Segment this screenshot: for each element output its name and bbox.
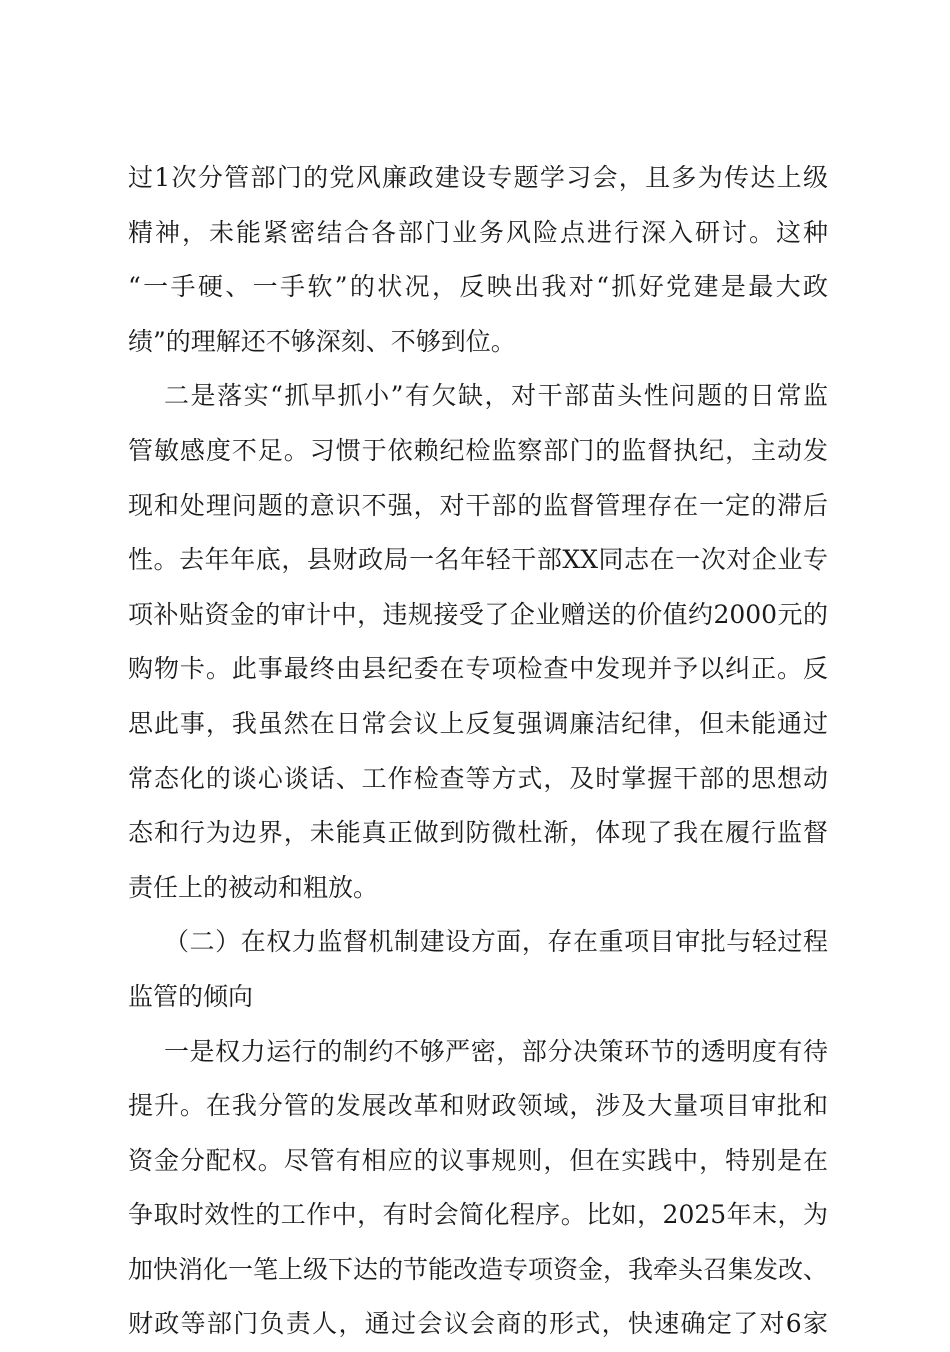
paragraph-line: 争取时效性的工作中，有时会简化程序。比如，2025年末，为: [128, 1200, 828, 1230]
paragraph-line: 绩”的理解还不够深刻、不够到位。: [128, 326, 516, 356]
paragraph-line: “一手硬、一手软”的状况，反映出我对“抓好党建是最大政: [128, 272, 828, 302]
paragraph-line: 购物卡。此事最终由县纪委在专项检查中发现并予以纠正。反: [128, 654, 828, 684]
paragraph-line: 一是权力运行的制约不够严密，部分决策环节的透明度有待: [164, 1036, 828, 1066]
paragraph-line: 常态化的谈心谈话、工作检查等方式，及时掌握干部的思想动: [128, 763, 828, 793]
paragraph-line: 性。去年年底，县财政局一名年轻干部XX同志在一次对企业专: [128, 545, 828, 575]
paragraph-line: 项补贴资金的审计中，违规接受了企业赠送的价值约2000元的: [128, 599, 828, 629]
paragraph-line: 资金分配权。尽管有相应的议事规则，但在实践中，特别是在: [128, 1145, 828, 1175]
paragraph-line: 财政等部门负责人，通过会议会商的形式，快速确定了对6家: [128, 1309, 828, 1339]
document-body: [128, 151, 828, 1352]
paragraph-line: 态和行为边界，未能真正做到防微杜渐，体现了我在履行监督: [128, 818, 828, 848]
paragraph-line: 思此事，我虽然在日常会议上反复强调廉洁纪律，但未能通过: [128, 708, 828, 738]
section-heading-line: 监管的倾向: [128, 981, 254, 1011]
paragraph-line: 现和处理问题的意识不强，对干部的监督管理存在一定的滞后: [128, 490, 828, 520]
paragraph-line: 提升。在我分管的发展改革和财政领域，涉及大量项目审批和: [128, 1091, 828, 1121]
paragraph-line: 精神，未能紧密结合各部门业务风险点进行深入研讨。这种: [128, 217, 828, 247]
section-heading-line: （二）在权力监督机制建设方面，存在重项目审批与轻过程: [164, 927, 828, 957]
paragraph-line: 二是落实“抓早抓小”有欠缺，对干部苗头性问题的日常监: [164, 381, 828, 411]
paragraph-line: 责任上的被动和粗放。: [128, 872, 379, 902]
paragraph-line: 加快消化一笔上级下达的节能改造专项资金，我牵头召集发改、: [128, 1254, 828, 1284]
paragraph-line: 管敏感度不足。习惯于依赖纪检监察部门的监督执纪，主动发: [128, 435, 828, 465]
paragraph-line: 过1次分管部门的党风廉政建设专题学习会，且多为传达上级: [128, 163, 828, 192]
